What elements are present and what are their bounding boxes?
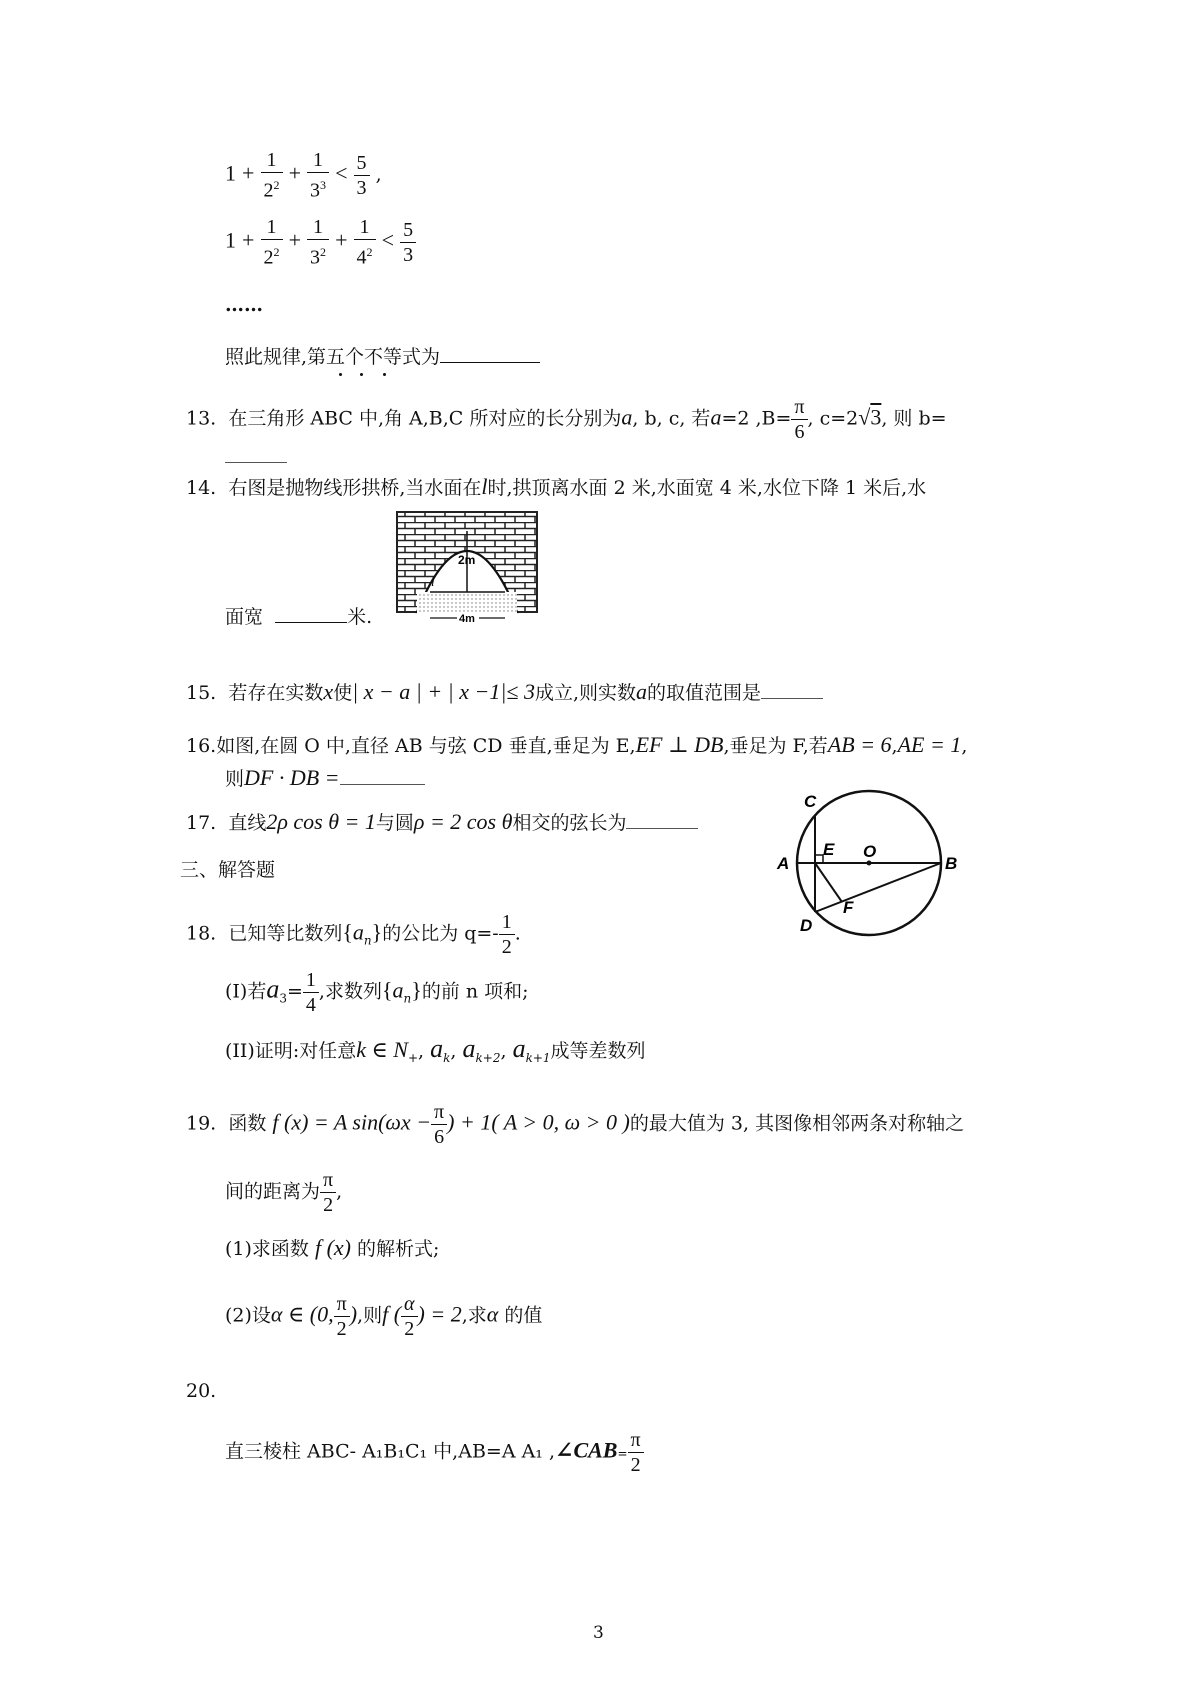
answer-blank[interactable] xyxy=(626,808,698,829)
answer-blank[interactable] xyxy=(275,602,347,623)
label-F: F xyxy=(843,898,854,917)
label-D: D xyxy=(800,916,813,935)
fraction: $\frac{1}{2^2}$ xyxy=(261,148,283,203)
page-number: 3 xyxy=(593,1623,604,1643)
q16-line-2: 则DF · DB = xyxy=(225,764,425,792)
question-13: 13. 在三角形 ABC 中,角 A,B,C 所对应的长分别为a, b, c, 若a=2 ,B= $\frac{\pi}{6}$ , c=2√3, 则 b= xyxy=(186,396,947,443)
inequality-line-1: 1 + $\frac{1}{2^2}$ + $\frac{1}{3^3}$ < $\frac{5}{3}$ , xyxy=(225,149,382,202)
question-19: 19. 函数 f (x) = A sin(ωx − $\frac{\pi}{6}$ ) + 1( A > 0, ω > 0 )的最大值为 3, 其图像相邻两条对称轴之 xyxy=(186,1101,965,1148)
fig-label-width: 4m xyxy=(459,613,475,625)
circle-figure xyxy=(775,785,960,945)
emphasis-dot xyxy=(339,373,342,376)
question-18: 18. 已知等比数列$\{a_n\}$的公比为 q=- $\frac{1}{2}$ . xyxy=(186,911,521,958)
fraction: $\frac{5}{3}$ xyxy=(354,151,370,200)
label-B: B xyxy=(945,854,958,873)
label-O: O xyxy=(863,842,877,861)
answer-blank[interactable] xyxy=(340,764,425,785)
fraction: $\frac{1}{3^3}$ xyxy=(307,148,329,203)
question-17: 17. 直线2ρ cos θ = 1与圆ρ = 2 cos θ相交的弦长为 xyxy=(186,808,698,836)
answer-blank[interactable] xyxy=(225,442,287,463)
fig-label-height: 2m xyxy=(458,553,476,567)
answer-blank[interactable] xyxy=(761,678,823,699)
q18-part-1: (I)若$a_3=$ $\frac{1}{4}$ ,求数列$\{a_n\}$的前 n 项和; xyxy=(225,969,529,1016)
arch-bridge-figure xyxy=(395,510,540,625)
label-A: A xyxy=(777,854,790,873)
question-20-number: 20. xyxy=(186,1380,217,1402)
label-C: C xyxy=(804,792,817,811)
label-E: E xyxy=(823,840,835,859)
q19-part-2: (2)设α ∈ (0, $\frac{\pi}{2}$ ),则f ( $\frac{\alpha}{2}$ ) = 2,求α 的值 xyxy=(225,1293,543,1340)
question-15: 15. 若存在实数x使| x − a | + | x −1|≤ 3成立,则实数a的取值范围是 xyxy=(186,678,823,706)
q19-line-2: 间的距离为 $\frac{\pi}{2}$ , xyxy=(225,1169,343,1216)
question-14: 14. 右图是抛物线形拱桥,当水面在l时,拱顶离水面 2 米,水面宽 4 米,水位下降 1 米后,水 xyxy=(186,474,927,499)
ellipsis: …… xyxy=(225,294,263,316)
q12-prompt: 照此规律,第五个不等式为 xyxy=(225,342,540,370)
section-title: 三、解答题 xyxy=(180,859,276,881)
emphasis-dot xyxy=(383,373,386,376)
inequality-line-2: 1 + $\frac{1}{2^2}$ + $\frac{1}{3^2}$ + $\frac{1}{4^2}$ < $\frac{5}{3}$ xyxy=(225,215,416,270)
fig-label-l: l xyxy=(431,574,435,589)
emphasis-dot xyxy=(360,373,363,376)
q18-part-2: (II)证明:对任意k ∈ $N_+$, $a_k$, $a_{k+2}$, $a_{k+1}$成等差数列 xyxy=(225,1034,646,1065)
question-16: 16.如图,在圆 O 中,直径 AB 与弦 CD 垂直,垂足为 E,EF ⊥ DB,垂足为 F,若AB = 6,AE = 1, xyxy=(186,732,968,757)
answer-blank[interactable] xyxy=(440,342,540,363)
q14-line-2: 面宽 米. xyxy=(225,602,372,630)
q19-part-1: (1)求函数 f (x) 的解析式; xyxy=(225,1235,440,1260)
question-20: 直三棱柱 ABC- A₁B₁C₁ 中,AB=A A₁ ,∠CAB= $\frac{\pi}{2}$ xyxy=(225,1428,644,1477)
